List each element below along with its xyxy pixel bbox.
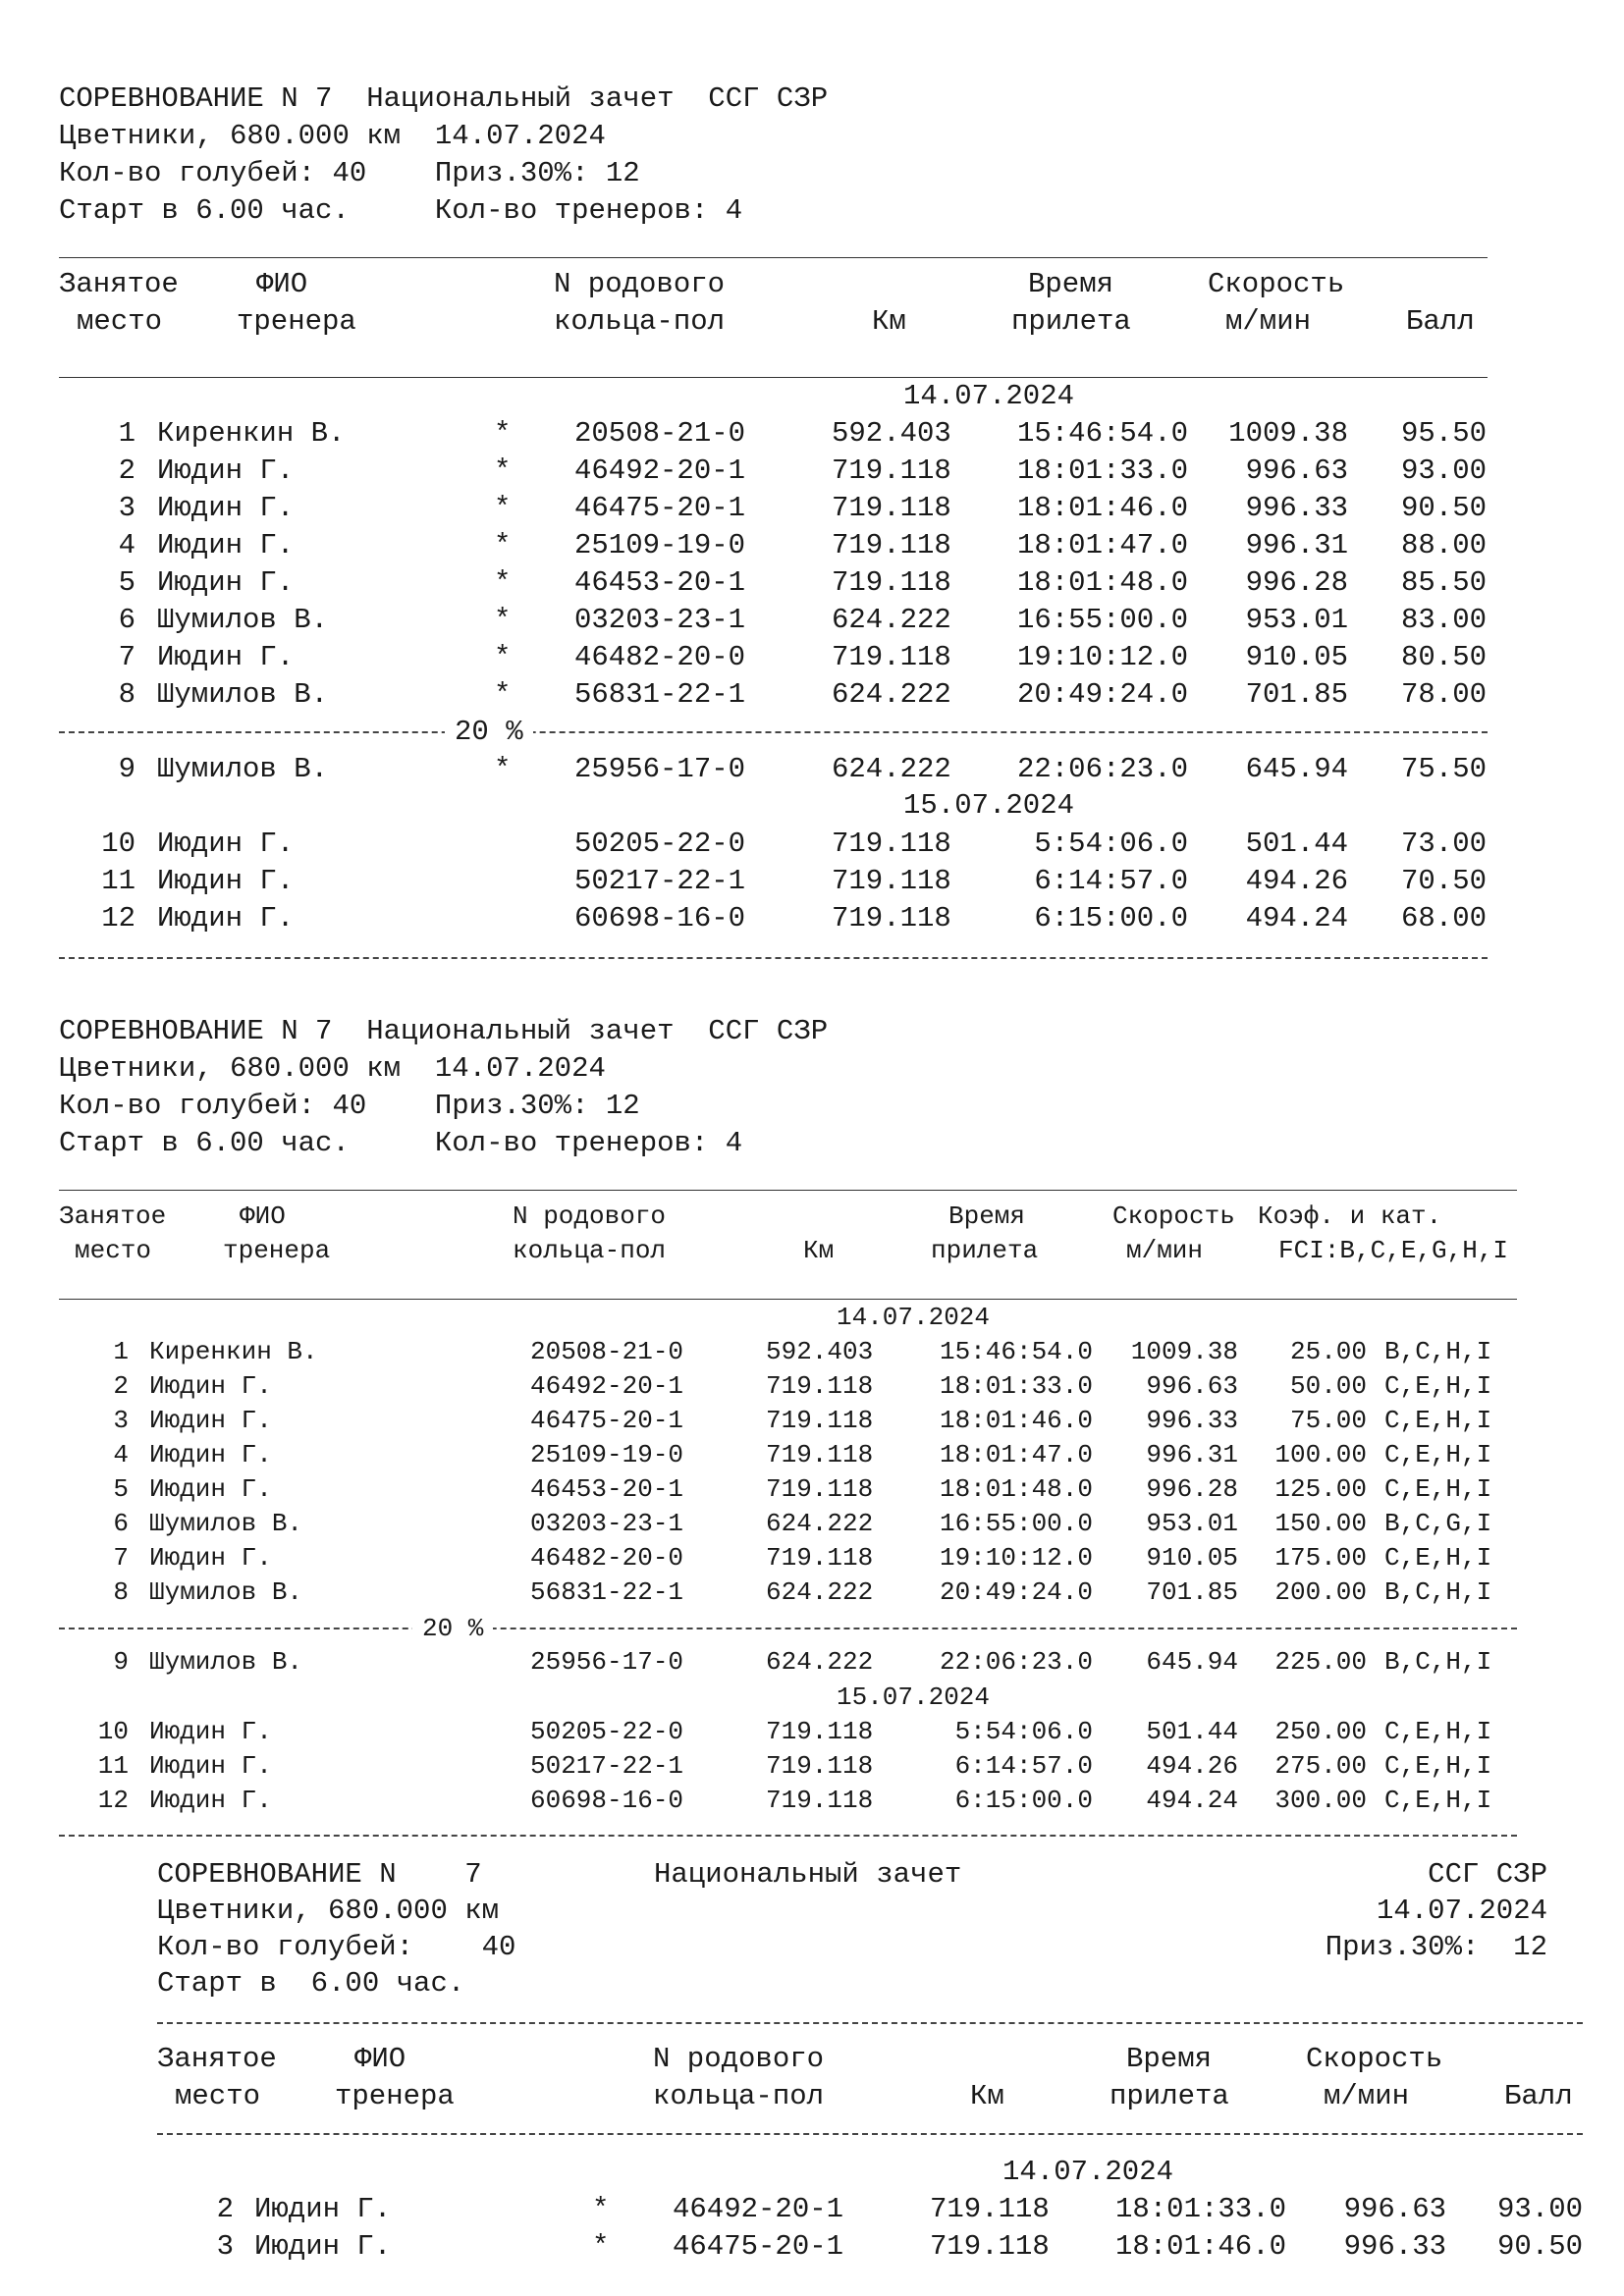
km-cell: 719.118 [832,828,951,860]
col-header-time: Время [1028,268,1114,300]
km-cell: 719.118 [930,2193,1050,2225]
trainer-name-cell: Июдин Г. [149,1786,272,1815]
trainer-name-cell: Июдин Г. [149,1717,272,1746]
col-header-place: Занятое [157,2043,277,2075]
col-header-km: Км [803,1236,835,1265]
ring-cell: 25109-19-0 [574,529,746,561]
arrival-time-cell: 18:01:46.0 [1016,492,1188,524]
col-header-ring: кольца-пол [513,1236,667,1265]
category-cell: C,E,H,I [1384,1371,1492,1401]
arrival-time-cell: 5:54:06.0 [1034,828,1188,860]
start-trainers: Старт в 6.00 час. Кол-во тренеров: 4 [59,1127,743,1159]
ring-cell: 50205-22-0 [530,1717,684,1746]
score-cell: 68.00 [1400,902,1487,934]
speed-cell: 996.31 [1245,529,1348,561]
mark-cell: * [494,417,512,450]
score-cell: 88.00 [1400,529,1487,561]
date-divider: 15.07.2024 [836,1682,991,1712]
category-cell: B,C,G,I [1384,1509,1492,1538]
arrival-time-cell: 16:55:00.0 [939,1509,1093,1538]
start-time: Старт в 6.00 час. [157,1967,465,2000]
speed-cell: 910.05 [1245,641,1348,673]
arrival-time-cell: 6:14:57.0 [1034,865,1188,897]
ring-cell: 46475-20-1 [574,492,746,524]
speed-cell: 910.05 [1146,1543,1238,1573]
speed-cell: 996.63 [1146,1371,1238,1401]
arrival-time-cell: 18:01:48.0 [939,1474,1093,1504]
place-cell: 8 [113,1577,129,1607]
trainer-name-cell: Шумилов В. [157,678,329,711]
coefficient-cell: 50.00 [1289,1371,1367,1401]
place-cell: 7 [113,1543,129,1573]
speed-cell: 996.63 [1343,2193,1446,2225]
arrival-time-cell: 20:49:24.0 [939,1577,1093,1607]
mark-cell: * [494,454,512,487]
speed-cell: 494.24 [1245,902,1348,934]
start-trainers: Старт в 6.00 час. Кол-во тренеров: 4 [59,194,743,227]
race-location: Цветники, 680.000 км [157,1895,500,1927]
speed-cell: 953.01 [1245,604,1348,636]
ring-cell: 46482-20-0 [530,1543,684,1573]
date-divider: 14.07.2024 [836,1303,991,1332]
speed-cell: 996.33 [1245,492,1348,524]
mark-cell: * [494,566,512,599]
bottom-rule [59,1835,1517,1837]
col-header-km: Км [970,2080,1004,2112]
competition-title: СОРЕВНОВАНИЕ N 7 [157,1858,482,1891]
km-cell: 719.118 [832,641,951,673]
arrival-time-cell: 18:01:48.0 [1016,566,1188,599]
place-cell: 3 [118,492,135,524]
col-header-place: место [75,1236,152,1265]
trainer-name-cell: Киренкин В. [157,417,346,450]
place-cell: 7 [118,641,135,673]
ring-cell: 46492-20-1 [530,1371,684,1401]
header-rule [59,1299,1517,1300]
ring-cell: 25956-17-0 [530,1647,684,1677]
col-header-place: Занятое [59,268,179,300]
col-header-speed: Скорость [1306,2043,1443,2075]
place-cell: 2 [216,2193,234,2225]
ring-cell: 50205-22-0 [574,828,746,860]
prize-cut-label: 20 % [445,718,533,746]
col-header-name: тренера [335,2080,455,2112]
ring-cell: 56831-22-1 [530,1577,684,1607]
top-rule [157,2022,1583,2024]
place-cell: 2 [113,1371,129,1401]
bird-count-prize: Кол-во голубей: 40 Приз.30%: 12 [59,157,640,189]
col-header-time: прилета [1011,305,1131,338]
km-cell: 719.118 [930,2230,1050,2263]
trainer-name-cell: Июдин Г. [149,1371,272,1401]
ring-cell: 25956-17-0 [574,753,746,785]
speed-cell: 996.28 [1245,566,1348,599]
place-cell: 3 [216,2230,234,2263]
km-cell: 719.118 [766,1543,874,1573]
score-cell: 95.50 [1400,417,1487,450]
mark-cell: * [494,529,512,561]
speed-cell: 996.33 [1146,1406,1238,1435]
place-cell: 11 [101,865,135,897]
mark-cell: * [592,2230,610,2263]
km-cell: 624.222 [832,753,951,785]
col-header-ring: N родового [513,1201,667,1231]
trainer-name-cell: Шумилов В. [149,1577,303,1607]
arrival-time-cell: 16:55:00.0 [1016,604,1188,636]
ring-cell: 20508-21-0 [530,1337,684,1366]
prize-cut-label: 20 % [412,1616,493,1641]
km-cell: 719.118 [766,1717,874,1746]
km-cell: 624.222 [832,678,951,711]
score-cell: 93.00 [1496,2193,1583,2225]
km-cell: 719.118 [766,1751,874,1781]
ring-cell: 50217-22-1 [574,865,746,897]
score-cell: 78.00 [1400,678,1487,711]
organization: ССГ СЗР [1428,1858,1547,1891]
speed-cell: 996.31 [1146,1440,1238,1469]
col-header-time: Время [948,1201,1026,1231]
place-cell: 6 [113,1509,129,1538]
arrival-time-cell: 18:01:46.0 [1114,2230,1286,2263]
arrival-time-cell: 20:49:24.0 [1016,678,1188,711]
ring-cell: 46475-20-1 [673,2230,844,2263]
km-cell: 719.118 [832,902,951,934]
place-cell: 3 [113,1406,129,1435]
trainer-name-cell: Июдин Г. [254,2230,392,2263]
category-cell: B,C,H,I [1384,1577,1492,1607]
mark-cell: * [592,2193,610,2225]
score-cell: 93.00 [1400,454,1487,487]
trainer-name-cell: Июдин Г. [157,529,295,561]
ring-cell: 46453-20-1 [574,566,746,599]
score-cell: 85.50 [1400,566,1487,599]
speed-cell: 494.26 [1245,865,1348,897]
speed-cell: 494.26 [1146,1751,1238,1781]
col-header-speed: Скорость [1208,268,1345,300]
category-cell: C,E,H,I [1384,1406,1492,1435]
bottom-rule [59,957,1488,959]
score-cell: 73.00 [1400,828,1487,860]
ring-cell: 46453-20-1 [530,1474,684,1504]
date-divider: 14.07.2024 [902,380,1075,412]
category-cell: C,E,H,I [1384,1543,1492,1573]
mark-cell: * [494,678,512,711]
speed-cell: 645.94 [1245,753,1348,785]
ring-cell: 03203-23-1 [530,1509,684,1538]
speed-cell: 501.44 [1146,1717,1238,1746]
mark-cell: * [494,753,512,785]
ring-cell: 46482-20-0 [574,641,746,673]
ring-cell: 56831-22-1 [574,678,746,711]
col-header-time: прилета [931,1236,1039,1265]
ring-cell: 60698-16-0 [530,1786,684,1815]
trainer-name-cell: Июдин Г. [149,1406,272,1435]
speed-cell: 494.24 [1146,1786,1238,1815]
date-divider: 15.07.2024 [902,789,1075,822]
km-cell: 719.118 [832,529,951,561]
km-cell: 719.118 [832,454,951,487]
ring-cell: 50217-22-1 [530,1751,684,1781]
competition-subtitle: Национальный зачет [654,1858,962,1891]
date-divider: 14.07.2024 [1001,2156,1174,2188]
col-header-name: тренера [237,305,356,338]
trainer-name-cell: Июдин Г. [157,566,295,599]
score-cell: 90.50 [1496,2230,1583,2263]
mark-cell: * [494,604,512,636]
trainer-name-cell: Июдин Г. [157,828,295,860]
speed-cell: 701.85 [1146,1577,1238,1607]
speed-cell: 701.85 [1245,678,1348,711]
race-location-date: Цветники, 680.000 км 14.07.2024 [59,120,606,152]
col-header-km: Км [872,305,906,338]
col-header-speed: Скорость [1112,1201,1235,1231]
speed-cell: 996.33 [1343,2230,1446,2263]
arrival-time-cell: 18:01:33.0 [1114,2193,1286,2225]
km-cell: 592.403 [832,417,951,450]
category-cell: C,E,H,I [1384,1717,1492,1746]
coefficient-cell: 250.00 [1274,1717,1367,1746]
col-header-score: Балл [1504,2080,1573,2112]
trainer-name-cell: Киренкин В. [149,1337,318,1366]
score-cell: 70.50 [1400,865,1487,897]
place-cell: 6 [118,604,135,636]
top-rule [59,1190,1517,1191]
arrival-time-cell: 18:01:33.0 [1016,454,1188,487]
speed-cell: 1009.38 [1130,1337,1238,1366]
competition-title: СОРЕВНОВАНИЕ N 7 Национальный зачет ССГ СЗР [59,1015,829,1047]
ring-cell: 20508-21-0 [574,417,746,450]
prize-cut-divider [59,731,1488,733]
col-header-speed: м/мин [1126,1236,1204,1265]
arrival-time-cell: 6:15:00.0 [954,1786,1093,1815]
arrival-time-cell: 6:15:00.0 [1034,902,1188,934]
competition-title: СОРЕВНОВАНИЕ N 7 Национальный зачет ССГ СЗР [59,82,829,115]
speed-cell: 645.94 [1146,1647,1238,1677]
trainer-name-cell: Июдин Г. [149,1440,272,1469]
coefficient-cell: 225.00 [1274,1647,1367,1677]
category-cell: C,E,H,I [1384,1474,1492,1504]
arrival-time-cell: 18:01:46.0 [939,1406,1093,1435]
score-cell: 75.50 [1400,753,1487,785]
km-cell: 624.222 [832,604,951,636]
category-cell: C,E,H,I [1384,1751,1492,1781]
col-header-score: Балл [1406,305,1475,338]
prize-count: Приз.30%: 12 [1325,1931,1547,1963]
km-cell: 719.118 [832,492,951,524]
arrival-time-cell: 5:54:06.0 [954,1717,1093,1746]
place-cell: 12 [97,1786,129,1815]
mark-cell: * [494,492,512,524]
col-header-name: тренера [223,1236,331,1265]
col-header-speed: м/мин [1324,2080,1410,2112]
race-location-date: Цветники, 680.000 км 14.07.2024 [59,1052,606,1085]
arrival-time-cell: 15:46:54.0 [1016,417,1188,450]
ring-cell: 25109-19-0 [530,1440,684,1469]
coefficient-cell: 100.00 [1274,1440,1367,1469]
speed-cell: 996.63 [1245,454,1348,487]
col-header-place: Занятое [59,1201,167,1231]
place-cell: 5 [118,566,135,599]
place-cell: 5 [113,1474,129,1504]
coefficient-cell: 150.00 [1274,1509,1367,1538]
km-cell: 624.222 [766,1577,874,1607]
trainer-name-cell: Шумилов В. [157,604,329,636]
trainer-name-cell: Июдин Г. [254,2193,392,2225]
arrival-time-cell: 19:10:12.0 [939,1543,1093,1573]
race-date: 14.07.2024 [1376,1895,1547,1927]
header-rule [59,377,1488,378]
place-cell: 12 [101,902,135,934]
ring-cell: 46492-20-1 [673,2193,844,2225]
place-cell: 9 [118,753,135,785]
place-cell: 10 [97,1717,129,1746]
ring-cell: 46475-20-1 [530,1406,684,1435]
arrival-time-cell: 15:46:54.0 [939,1337,1093,1366]
place-cell: 1 [118,417,135,450]
arrival-time-cell: 18:01:47.0 [939,1440,1093,1469]
arrival-time-cell: 19:10:12.0 [1016,641,1188,673]
speed-cell: 501.44 [1245,828,1348,860]
km-cell: 719.118 [766,1440,874,1469]
km-cell: 719.118 [766,1406,874,1435]
score-cell: 80.50 [1400,641,1487,673]
arrival-time-cell: 22:06:23.0 [939,1647,1093,1677]
col-header-name: ФИО [256,268,308,300]
speed-cell: 996.28 [1146,1474,1238,1504]
bird-count-prize: Кол-во голубей: 40 Приз.30%: 12 [59,1090,640,1122]
km-cell: 624.222 [766,1647,874,1677]
coefficient-cell: 125.00 [1274,1474,1367,1504]
category-cell: C,E,H,I [1384,1440,1492,1469]
coefficient-cell: 200.00 [1274,1577,1367,1607]
header-rule [157,2133,1583,2135]
col-header-ring: N родового [554,268,726,300]
arrival-time-cell: 18:01:33.0 [939,1371,1093,1401]
ring-cell: 03203-23-1 [574,604,746,636]
score-cell: 90.50 [1400,492,1487,524]
km-cell: 719.118 [832,566,951,599]
trainer-name-cell: Шумилов В. [149,1647,303,1677]
trainer-name-cell: Июдин Г. [149,1751,272,1781]
place-cell: 4 [113,1440,129,1469]
category-cell: C,E,H,I [1384,1786,1492,1815]
speed-cell: 953.01 [1146,1509,1238,1538]
col-header-ring: кольца-пол [653,2080,825,2112]
trainer-name-cell: Июдин Г. [157,492,295,524]
col-header-place: место [175,2080,261,2112]
place-cell: 10 [101,828,135,860]
trainer-name-cell: Июдин Г. [157,454,295,487]
trainer-name-cell: Июдин Г. [149,1543,272,1573]
category-cell: B,C,H,I [1384,1647,1492,1677]
trainer-name-cell: Июдин Г. [157,641,295,673]
top-rule [59,257,1488,258]
place-cell: 11 [97,1751,129,1781]
trainer-name-cell: Июдин Г. [149,1474,272,1504]
col-header-time: Время [1126,2043,1213,2075]
col-header-time: прилета [1110,2080,1229,2112]
mark-cell: * [494,641,512,673]
coefficient-cell: 75.00 [1289,1406,1367,1435]
col-header-ring: кольца-пол [554,305,726,338]
km-cell: 592.403 [766,1337,874,1366]
coefficient-cell: 300.00 [1274,1786,1367,1815]
trainer-name-cell: Шумилов В. [149,1509,303,1538]
score-cell: 83.00 [1400,604,1487,636]
ring-cell: 60698-16-0 [574,902,746,934]
trainer-name-cell: Шумилов В. [157,753,329,785]
km-cell: 719.118 [766,1474,874,1504]
coefficient-cell: 175.00 [1274,1543,1367,1573]
trainer-name-cell: Июдин Г. [157,865,295,897]
km-cell: 719.118 [766,1371,874,1401]
place-cell: 8 [118,678,135,711]
col-header-name: ФИО [354,2043,406,2075]
arrival-time-cell: 18:01:47.0 [1016,529,1188,561]
arrival-time-cell: 22:06:23.0 [1016,753,1188,785]
km-cell: 719.118 [766,1786,874,1815]
place-cell: 4 [118,529,135,561]
place-cell: 1 [113,1337,129,1366]
km-cell: 719.118 [832,865,951,897]
coefficient-cell: 25.00 [1289,1337,1367,1366]
arrival-time-cell: 6:14:57.0 [954,1751,1093,1781]
speed-cell: 1009.38 [1228,417,1348,450]
col-header-place: место [77,305,163,338]
ring-cell: 46492-20-1 [574,454,746,487]
prize-cut-divider [59,1628,1517,1629]
km-cell: 624.222 [766,1509,874,1538]
coefficient-cell: 275.00 [1274,1751,1367,1781]
category-cell: B,C,H,I [1384,1337,1492,1366]
col-header-coef: Коэф. и кат. [1258,1201,1442,1231]
place-cell: 9 [113,1647,129,1677]
col-header-name: ФИО [240,1201,286,1231]
col-header-ring: N родового [653,2043,825,2075]
trainer-name-cell: Июдин Г. [157,902,295,934]
col-header-category: FCI:B,C,E,G,H,I [1278,1236,1509,1265]
col-header-speed: м/мин [1225,305,1312,338]
bird-count: Кол-во голубей: 40 [157,1931,516,1963]
place-cell: 2 [118,454,135,487]
